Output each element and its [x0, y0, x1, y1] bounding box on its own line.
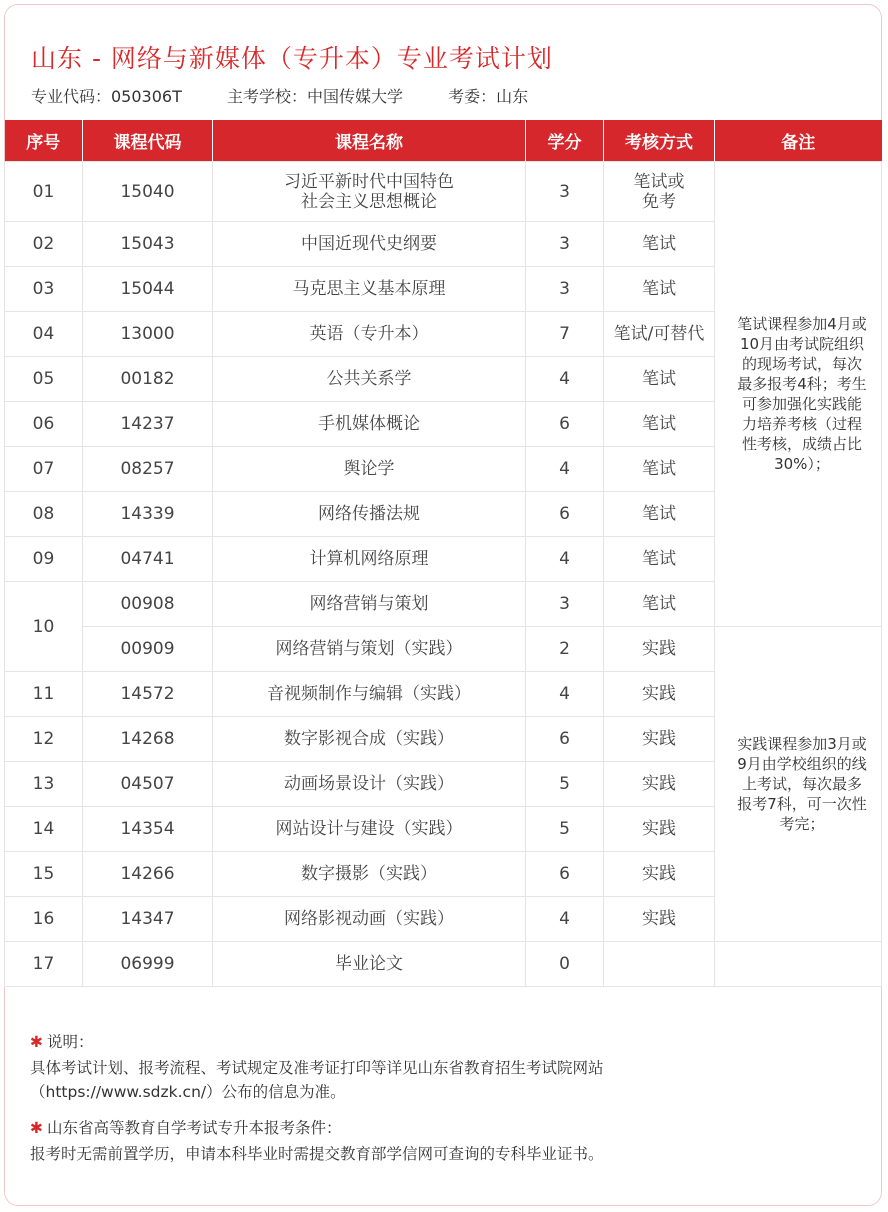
cell-method: 实践 — [604, 762, 715, 807]
cell-credit: 4 — [526, 447, 604, 492]
cell-credit: 2 — [526, 627, 604, 672]
asterisk-icon: ✱ — [30, 1033, 43, 1051]
cell-name: 网络影视动画（实践） — [213, 897, 526, 942]
cell-credit: 6 — [526, 402, 604, 447]
cell-name: 习近平新时代中国特色 社会主义思想概论 — [213, 162, 526, 222]
cell-method: 笔试 — [604, 222, 715, 267]
cell-method: 笔试 — [604, 357, 715, 402]
footer-heading-explain: 说明： — [47, 1033, 94, 1051]
cell-method: 笔试/可替代 — [604, 312, 715, 357]
cell-no: 09 — [5, 537, 83, 582]
cell-name: 数字摄影（实践） — [213, 852, 526, 897]
cell-name: 网络营销与策划 — [213, 582, 526, 627]
cell-credit: 5 — [526, 762, 604, 807]
cell-name: 马克思主义基本原理 — [213, 267, 526, 312]
cell-name: 手机媒体概论 — [213, 402, 526, 447]
cell-no: 10 — [5, 582, 83, 672]
table-row — [5, 942, 882, 987]
cell-name: 数字影视合成（实践） — [213, 717, 526, 762]
cell-code: 00909 — [83, 627, 213, 672]
cell-no: 05 — [5, 357, 83, 402]
cell-code: 00908 — [83, 582, 213, 627]
cell-code: 06999 — [83, 942, 213, 987]
cell-code: 14572 — [83, 672, 213, 717]
page-title: 山东 - 网络与新媒体（专升本）专业考试计划 — [31, 44, 553, 73]
cell-method: 实践 — [604, 717, 715, 762]
cell-no: 12 — [5, 717, 83, 762]
cell-name: 动画场景设计（实践） — [213, 762, 526, 807]
footer-notes — [30, 1030, 860, 1166]
cell-credit: 6 — [526, 492, 604, 537]
cell-code: 08257 — [83, 447, 213, 492]
cell-method: 实践 — [604, 897, 715, 942]
cell-no: 07 — [5, 447, 83, 492]
cell-method: 笔试 — [604, 402, 715, 447]
note-practice-exam: 实践课程参加3月或9月由学校组织的线上考试，每次最多报考7科，可一次性考完； — [715, 627, 882, 942]
cell-code: 00182 — [83, 357, 213, 402]
cell-method: 笔试 — [604, 492, 715, 537]
cell-no: 06 — [5, 402, 83, 447]
cell-credit: 0 — [526, 942, 604, 987]
cell-credit: 6 — [526, 717, 604, 762]
cell-method: 笔试 — [604, 537, 715, 582]
footer-text-conditions: 报考时无需前置学历，申请本科毕业时需提交教育部学信网可查询的专科毕业证书。 — [30, 1145, 604, 1163]
cell-no: 16 — [5, 897, 83, 942]
cell-name: 网络营销与策划（实践） — [213, 627, 526, 672]
exam-plan-table — [4, 120, 882, 987]
cell-credit: 4 — [526, 357, 604, 402]
cell-method: 实践 — [604, 807, 715, 852]
cell-code: 14354 — [83, 807, 213, 852]
col-header-name: 课程名称 — [213, 120, 526, 162]
col-header-code: 课程代码 — [83, 120, 213, 162]
cell-credit: 3 — [526, 222, 604, 267]
cell-name: 音视频制作与编辑（实践） — [213, 672, 526, 717]
exam-committee: 考委：山东 — [448, 87, 529, 106]
footer-text-explain-1: 具体考试计划、报考流程、考试规定及准考证打印等详见山东省教育招生考试院网站 — [30, 1059, 604, 1077]
cell-name: 舆论学 — [213, 447, 526, 492]
cell-no: 08 — [5, 492, 83, 537]
cell-no: 14 — [5, 807, 83, 852]
cell-name: 计算机网络原理 — [213, 537, 526, 582]
cell-code: 15040 — [83, 162, 213, 222]
cell-no: 17 — [5, 942, 83, 987]
footer-text-explain-2: （https://www.sdzk.cn/）公布的信息为准。 — [30, 1083, 346, 1101]
main-school: 主考学校：中国传媒大学 — [226, 87, 403, 106]
cell-name: 公共关系学 — [213, 357, 526, 402]
asterisk-icon: ✱ — [30, 1119, 43, 1137]
col-header-credit: 学分 — [526, 120, 604, 162]
cell-code: 14347 — [83, 897, 213, 942]
major-meta — [31, 84, 568, 107]
cell-no: 04 — [5, 312, 83, 357]
cell-code: 15044 — [83, 267, 213, 312]
cell-code: 04507 — [83, 762, 213, 807]
major-code: 专业代码：050306T — [31, 87, 182, 106]
cell-credit: 5 — [526, 807, 604, 852]
cell-code: 14268 — [83, 717, 213, 762]
cell-code: 13000 — [83, 312, 213, 357]
cell-method — [604, 942, 715, 987]
cell-code: 15043 — [83, 222, 213, 267]
cell-method: 实践 — [604, 627, 715, 672]
cell-code: 04741 — [83, 537, 213, 582]
cell-credit: 4 — [526, 897, 604, 942]
table-row — [5, 162, 882, 222]
cell-credit: 7 — [526, 312, 604, 357]
cell-method: 实践 — [604, 672, 715, 717]
cell-name: 英语（专升本） — [213, 312, 526, 357]
cell-code: 14266 — [83, 852, 213, 897]
cell-credit: 4 — [526, 537, 604, 582]
cell-credit: 3 — [526, 267, 604, 312]
cell-name: 毕业论文 — [213, 942, 526, 987]
cell-no: 03 — [5, 267, 83, 312]
cell-method: 实践 — [604, 852, 715, 897]
cell-name: 中国近现代史纲要 — [213, 222, 526, 267]
cell-no: 02 — [5, 222, 83, 267]
cell-credit: 3 — [526, 582, 604, 627]
cell-no: 11 — [5, 672, 83, 717]
cell-no: 15 — [5, 852, 83, 897]
cell-name: 网络传播法规 — [213, 492, 526, 537]
cell-credit: 3 — [526, 162, 604, 222]
col-header-method: 考核方式 — [604, 120, 715, 162]
col-header-no: 序号 — [5, 120, 83, 162]
cell-note-empty — [715, 942, 882, 987]
cell-credit: 4 — [526, 672, 604, 717]
cell-name: 网站设计与建设（实践） — [213, 807, 526, 852]
cell-code: 14237 — [83, 402, 213, 447]
cell-no: 01 — [5, 162, 83, 222]
cell-method: 笔试 — [604, 267, 715, 312]
table-row — [5, 627, 882, 672]
note-written-exam: 笔试课程参加4月或10月由考试院组织的现场考试，每次最多报考4科；考生可参加强化实践能力培养考核（过程性考核，成绩占比30%）； — [715, 162, 882, 627]
cell-method: 笔试或 免考 — [604, 162, 715, 222]
footer-heading-conditions: 山东省高等教育自学考试专升本报考条件： — [47, 1119, 342, 1137]
table-header-row — [5, 120, 882, 162]
cell-credit: 6 — [526, 852, 604, 897]
cell-no: 13 — [5, 762, 83, 807]
col-header-note: 备注 — [715, 120, 882, 162]
cell-method: 笔试 — [604, 447, 715, 492]
cell-method: 笔试 — [604, 582, 715, 627]
cell-code: 14339 — [83, 492, 213, 537]
